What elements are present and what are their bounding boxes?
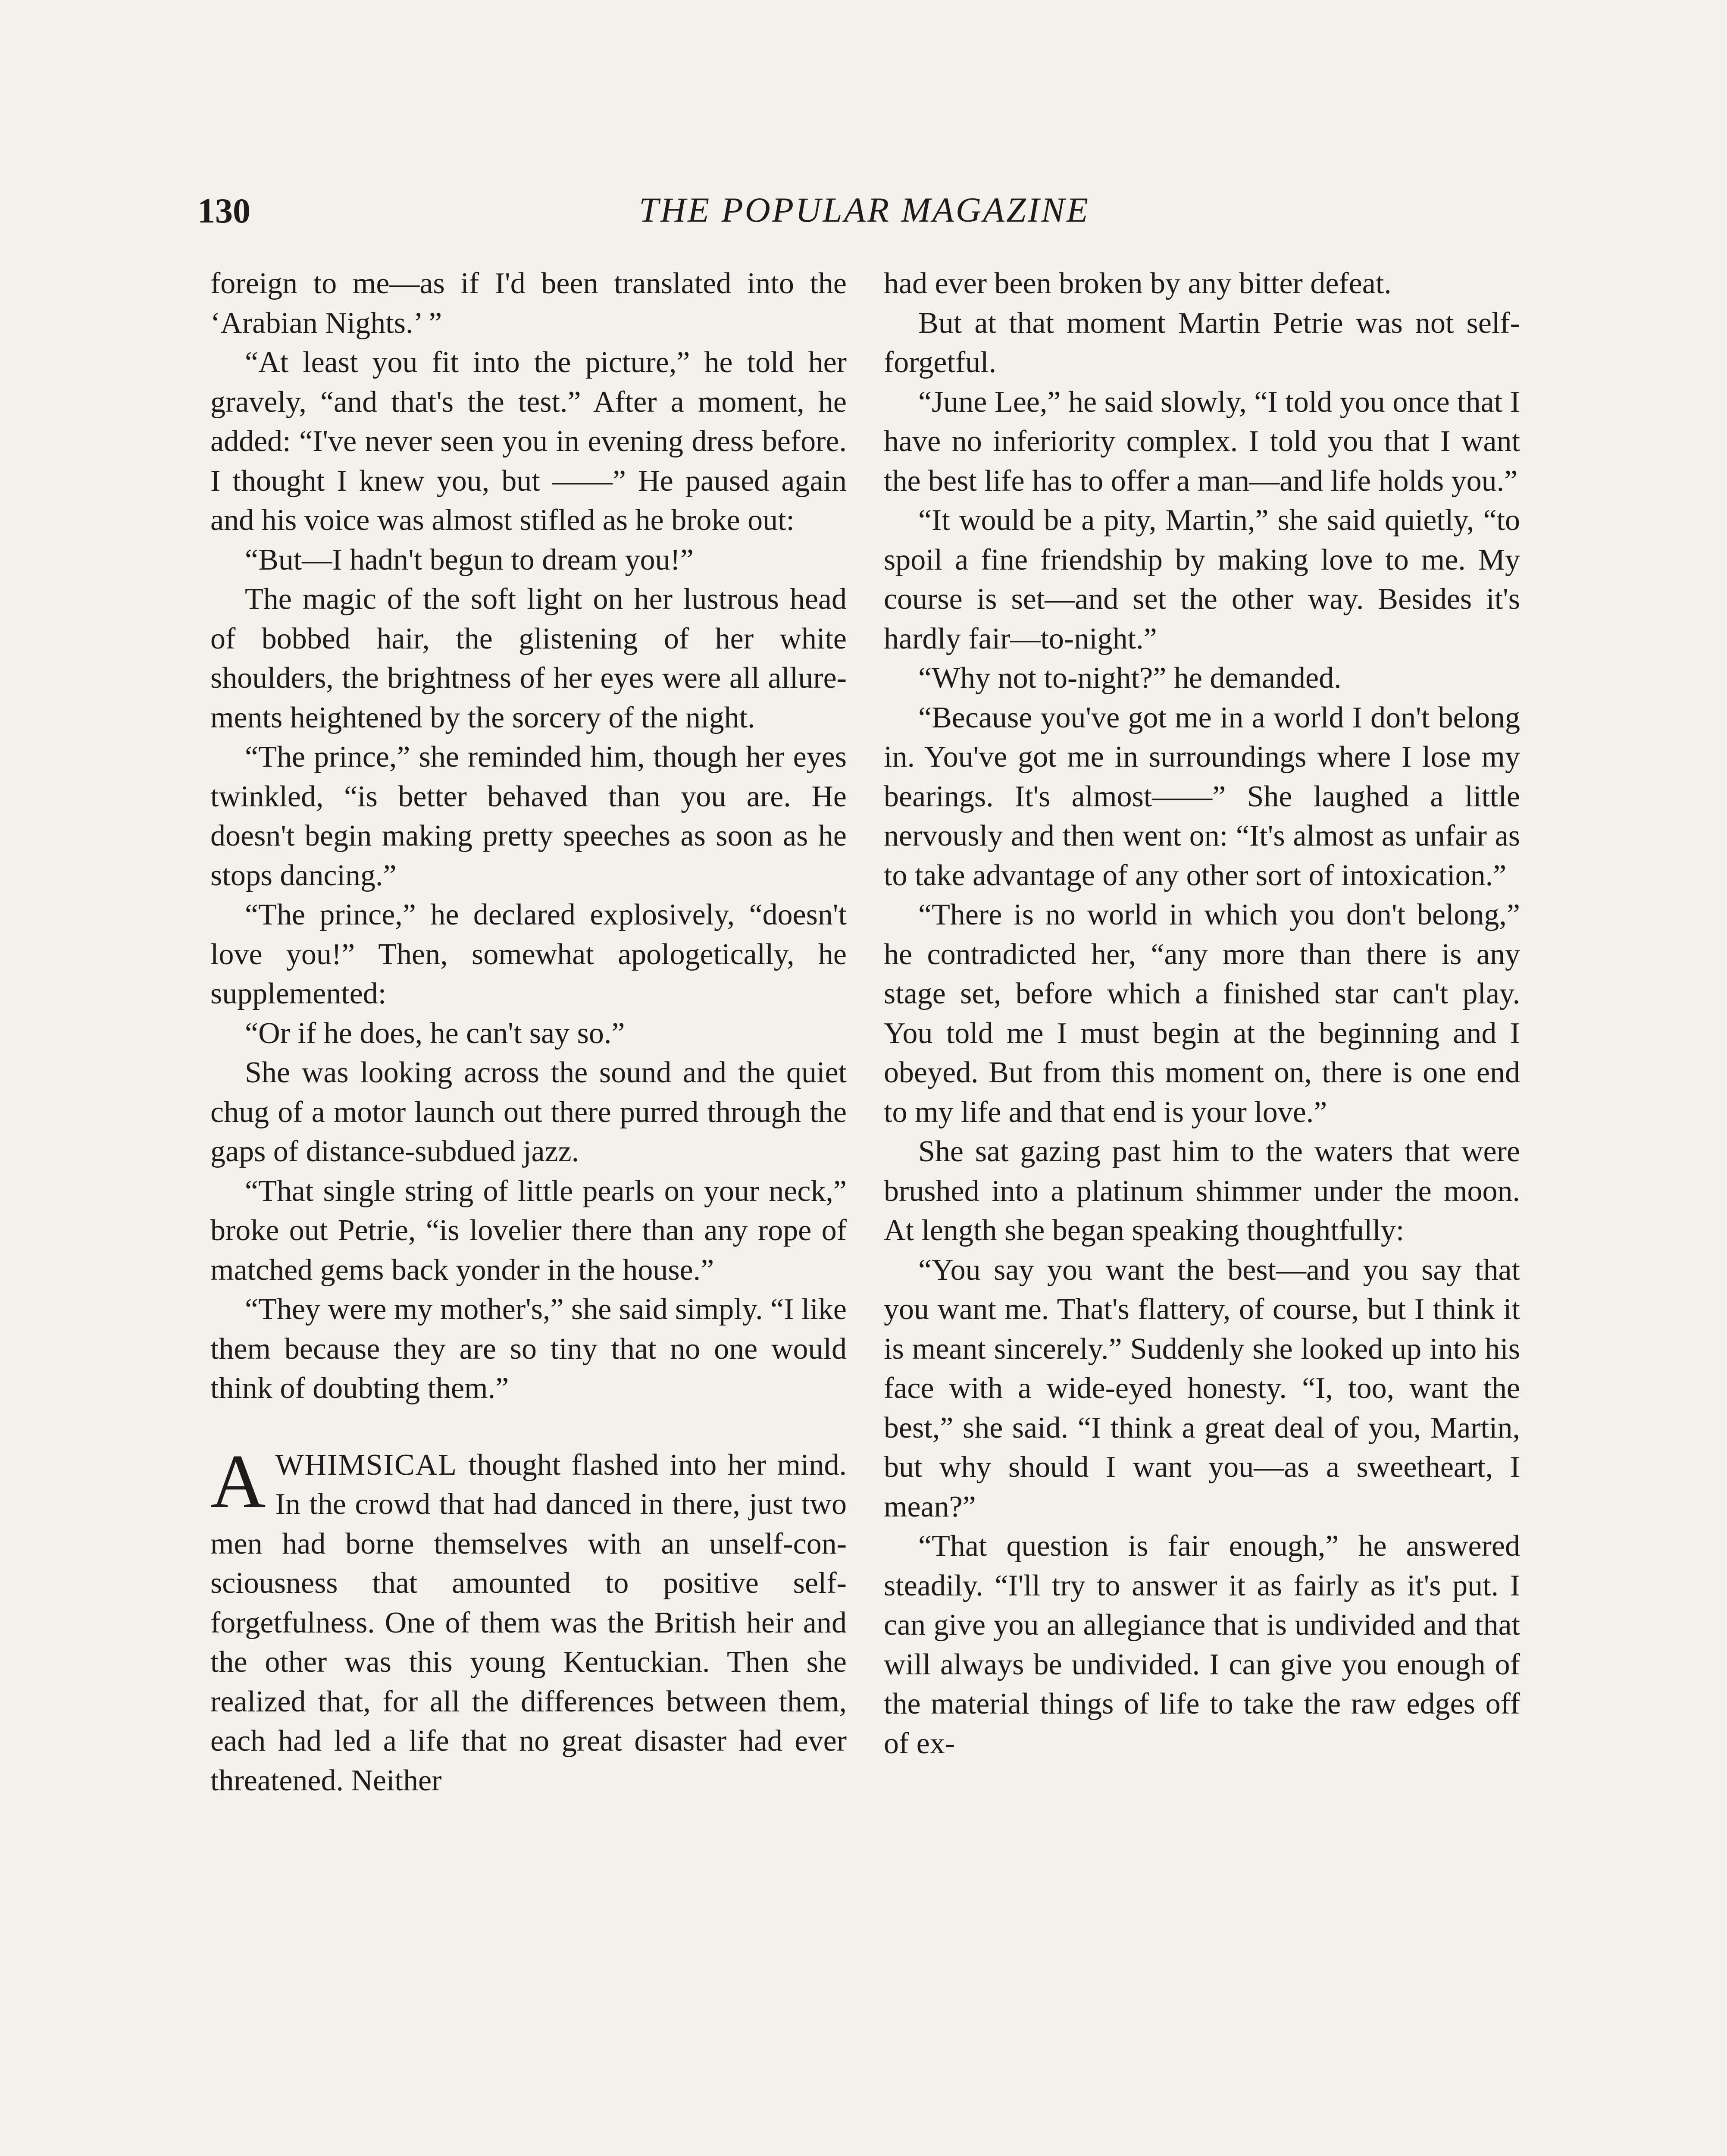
paragraph: “They were my mother's,” she said simply. “I like them because they are so tiny that no one would think of doubting them.” [210, 1293, 847, 1405]
paragraph: “June Lee,” he said slowly, “I told you once that I have no inferiority complex. I told you that I want the best life has to offer a man—and life holds you.” [884, 385, 1520, 498]
paragraph: But at that moment Martin Petrie was not self-forgetful. [884, 306, 1520, 379]
section-text: thought flashed into her mind. In the crowd that had danced in there, just two men had borne themselves with an unself-consciousness that amounted to positive self-forgetfulness. One of them was the British heir and the other was this young Kentuckian. Then she realized that, for all the differences between them, each had led a life that no great disaster had ever threatened. Neither [210, 1448, 847, 1797]
small-caps-lead: WHIMSICAL [275, 1448, 457, 1482]
paragraph: “Why not to-night?” he demanded. [918, 661, 1342, 695]
paragraph: “But—I hadn't begun to dream you!” [245, 543, 694, 577]
paragraph: “It would be a pity, Martin,” she said quietly, “to spoil a fine friendship by making love to me. My course is set—and set the other way. Besides it's hardly fair—to-night.” [884, 504, 1520, 655]
paragraph: “That single string of little pearls on your neck,” broke out Petrie, “is lovelier there than any rope of matched gems back yonder in the house.” [210, 1174, 847, 1287]
section-opening-paragraph [210, 1438, 847, 1801]
paragraph: “The prince,” he declared explosively, “doesn't love you!” Then, somewhat apologetically, he supplemented: [210, 898, 847, 1010]
running-head: THE POPULAR MAGAZINE [639, 190, 1090, 229]
paragraph: “Or if he does, he can't say so.” [245, 1016, 625, 1050]
paragraph: The magic of the soft light on her lustrous head of bobbed hair, the glistening of her white shoulders, the brightness of her eyes were all allurements heightened by the sorcery of the night. [210, 583, 847, 734]
paragraph: She was looking across the sound and the quiet chug of a motor launch out there purred through the gaps of distance-subdued jazz. [210, 1056, 847, 1168]
left-column [210, 264, 847, 1800]
paragraph: “There is no world in which you don't belong,” he contradicted her, “any more than there is any stage set, before which a finished star can't play. You told me I must begin at the beginning and I obeyed. But from this moment on, there is one end to my life and that end is your love.” [884, 898, 1520, 1129]
paragraph: “At least you fit into the picture,” he told her gravely, “and that's the test.” After a moment, he added: “I've never seen you in evening dress before. I thought I knew you, but ——” He paused again and his voice was almost stifled as he broke out: [210, 346, 847, 537]
paragraph: foreign to me—as if I'd been translated into the ‘Arabian Nights.’ ” [210, 267, 847, 340]
paragraph: “You say you want the best—and you say that you want me. That's flattery, of course, but I think it is meant sincerely.” Suddenly she looked up into his face with a wide-eyed honesty. “I, too, want the best,” she said. “I think a great deal of you, Martin, but why should I want you—as a sweetheart, I mean?” [884, 1253, 1520, 1523]
paragraph: “That question is fair enough,” he answered steadily. “I'll try to answer it as fairly as it's put. I can give you an allegiance that is undivided and that will always be undivided. I can give you enough of the material things of life to take the raw edges off of ex- [884, 1529, 1520, 1760]
paragraph: “The prince,” she reminded him, though her eyes twinkled, “is better behaved than you are. He doesn't begin making pretty speeches as soon as he stops dancing.” [210, 740, 847, 892]
paragraph: She sat gazing past him to the waters that were brushed into a platinum shimmer under the moon. At length she began speaking thoughtfully: [884, 1135, 1520, 1247]
paragraph: “Because you've got me in a world I don't belong in. You've got me in surroundings where I lose my bearings. It's almost——” She laughed a little nervously and then went on: “It's almost as unfair as to take advantage of any other sort of intoxication.” [884, 701, 1520, 892]
drop-cap: A [210, 1438, 266, 1524]
right-column [884, 264, 1520, 1763]
paragraph: had ever been broken by any bitter defeat. [884, 267, 1392, 300]
page-number: 130 [197, 191, 250, 230]
